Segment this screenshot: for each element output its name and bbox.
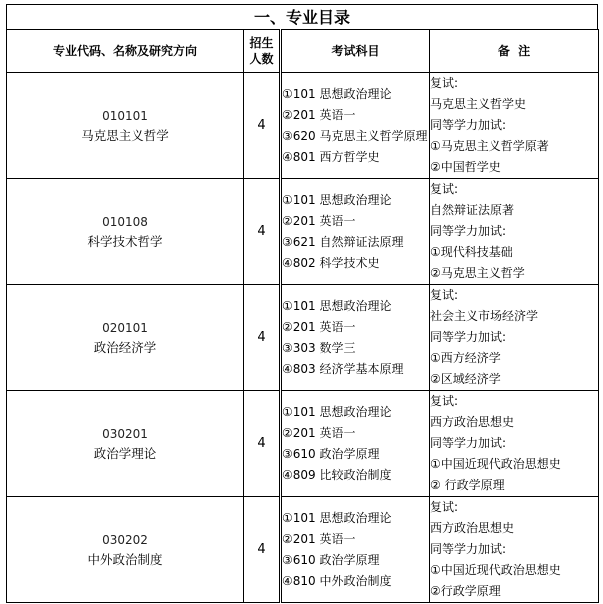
seats-cell: 4 [244,179,281,285]
header-notes: 备 注 [430,30,599,73]
table-row [7,179,599,285]
table-row [7,497,599,603]
major-name: 政治经济学 [93,339,157,355]
notes-cell [430,179,599,285]
note-item: 复试: [430,394,459,408]
major-name: 马克思主义哲学 [81,127,169,143]
major-code: 030201 [102,426,148,441]
note-item: 社会主义市场经济学 [430,309,539,323]
major-code: 020101 [102,320,148,335]
note-item: ② 行政学原理 [430,478,505,492]
note-item: 西方政治思想史 [430,415,515,429]
subject-item: ③620 马克思主义哲学原理 [282,128,428,143]
section-title: 一、专业目录 [6,4,598,29]
subject-item: ④801 西方哲学史 [282,149,380,164]
major-cell [7,179,244,285]
table-row [7,285,599,391]
major-cell [7,285,244,391]
major-name: 科学技术哲学 [87,233,163,249]
note-item: 马克思主义哲学史 [430,97,527,111]
note-item: 西方政治思想史 [430,521,515,535]
subject-item: ①101 思想政治理论 [282,86,392,101]
major-code: 030202 [102,532,148,547]
program-catalog-table [6,29,599,603]
subject-item: ④802 科学技术史 [282,255,380,270]
note-item: 自然辩证法原著 [430,203,515,217]
subject-item: ②201 英语一 [282,319,356,334]
subjects-cell [281,179,430,285]
note-item: 同等学力加试: [430,436,507,450]
note-item: 同等学力加试: [430,330,507,344]
notes-cell [430,497,599,603]
note-item: ①中国近现代政治思想史 [430,457,561,471]
notes-cell [430,285,599,391]
subject-item: ①101 思想政治理论 [282,298,392,313]
note-item: ①中国近现代政治思想史 [430,563,561,577]
header-subjects: 考试科目 [281,30,430,73]
table-header-row [7,30,599,73]
note-item: ②区域经济学 [430,372,501,386]
subject-item: ④803 经济学基本原理 [282,361,404,376]
note-item: 复试: [430,500,459,514]
subjects-cell [281,73,430,179]
seats-cell: 4 [244,73,281,179]
note-item: ②中国哲学史 [430,160,501,174]
subject-item: ④809 比较政治制度 [282,467,392,482]
table-row [7,73,599,179]
header-major: 专业代码、名称及研究方向 [7,30,244,73]
note-item: 同等学力加试: [430,542,507,556]
subject-item: ①101 思想政治理论 [282,404,392,419]
seats-cell: 4 [244,391,281,497]
subject-item: ④810 中外政治制度 [282,573,392,588]
note-item: 复试: [430,76,459,90]
note-item: ①马克思主义哲学原著 [430,139,549,153]
subject-item: ②201 英语一 [282,425,356,440]
subject-item: ③303 数学三 [282,340,356,355]
subject-item: ②201 英语一 [282,107,356,122]
major-name: 政治学理论 [93,445,157,461]
major-cell [7,391,244,497]
major-cell [7,497,244,603]
major-name: 中外政治制度 [87,551,163,567]
subject-item: ③610 政治学原理 [282,552,380,567]
subjects-cell [281,391,430,497]
subjects-cell [281,497,430,603]
note-item: ①西方经济学 [430,351,501,365]
subjects-cell [281,285,430,391]
subject-item: ②201 英语一 [282,213,356,228]
notes-cell [430,73,599,179]
major-cell [7,73,244,179]
major-code: 010101 [102,108,148,123]
major-code: 010108 [102,214,148,229]
notes-cell [430,391,599,497]
note-item: 复试: [430,288,459,302]
subject-item: ②201 英语一 [282,531,356,546]
note-item: 复试: [430,182,459,196]
subject-item: ③621 自然辩证法原理 [282,234,404,249]
seats-cell: 4 [244,285,281,391]
subject-item: ①101 思想政治理论 [282,510,392,525]
header-seats: 招生 人数 [244,30,281,73]
note-item: ①现代科技基础 [430,245,513,259]
table-row [7,391,599,497]
subject-item: ①101 思想政治理论 [282,192,392,207]
seats-cell: 4 [244,497,281,603]
note-item: 同等学力加试: [430,118,507,132]
subject-item: ③610 政治学原理 [282,446,380,461]
note-item: ②行政学原理 [430,584,501,598]
note-item: 同等学力加试: [430,224,507,238]
note-item: ②马克思主义哲学 [430,266,525,280]
